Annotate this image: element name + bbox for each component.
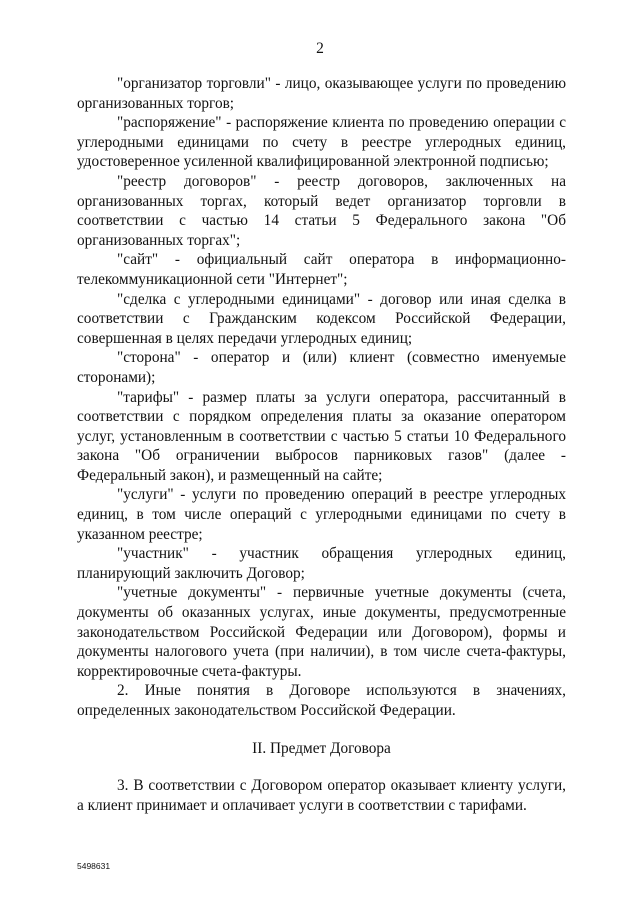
definition-paragraph: "учетные документы" - первичные учетные документы (счета, документы об оказанных услугах, иные документы, предусмотренные законодательством Российской Федерации или Договором), формы и документы налогового учета (при наличии), в том числе счета-фактуры, корректировочные счета-фактуры. bbox=[77, 584, 566, 680]
clause-2-paragraph: 2. Иные понятия в Договоре используются в значениях, определенных законодательством Российской Федерации. bbox=[77, 682, 566, 719]
definition-paragraph: "услуги" - услуги по проведению операций в реестре углеродных единиц, в том числе операций с углеродными единицами по счету в указанном реестре; bbox=[77, 486, 566, 543]
definition-paragraph: "сторона" - оператор и (или) клиент (совместно именуемые сторонами); bbox=[77, 349, 566, 386]
definition-paragraph: "участник" - участник обращения углеродных единиц, планирующий заключить Договор; bbox=[77, 545, 566, 582]
definition-paragraph: "реестр договоров" - реестр договоров, заключенных на организованных торгах, который ведет организатор торговли в соответствии с частью 14 статьи 5 Федерального закона "Об организованных торгах"; bbox=[77, 172, 566, 249]
document-body bbox=[77, 74, 566, 815]
clause-3-paragraph: 3. В соответствии с Договором оператор оказывает клиенту услуги, а клиент принимает и оплачивает услуги в соответствии с тарифами. bbox=[77, 777, 566, 814]
definition-paragraph: "распоряжение" - распоряжение клиента по проведению операции с углеродными единицами по счету в реестре углеродных единиц, удостоверенное усиленной квалифицированной электронной подписью; bbox=[77, 114, 566, 171]
page-number: 2 bbox=[316, 40, 324, 57]
definition-paragraph: "сделка с углеродными единицами" - договор или иная сделка в соответствии с Гражданским кодексом Российской Федерации, совершенная в целях передачи углеродных единиц; bbox=[77, 290, 566, 347]
section-title: II. Предмет Договора bbox=[252, 739, 391, 757]
footer-document-code: 5498631 bbox=[77, 861, 111, 871]
definition-paragraph: "тарифы" - размер платы за услуги оператора, рассчитанный в соответствии с порядком определения платы за оказание оператором услуг, установленным в соответствии с частью 5 статьи 10 Федерального закона "Об ограничении выбросов парниковых газов" (далее - Федеральный закон), и размещенный на сайте; bbox=[77, 388, 566, 484]
definition-paragraph: "сайт" - официальный сайт оператора в информационно-телекоммуникационной сети "Интернет"; bbox=[77, 251, 566, 288]
definition-paragraph: "организатор торговли" - лицо, оказывающее услуги по проведению организованных торгов; bbox=[77, 75, 566, 112]
